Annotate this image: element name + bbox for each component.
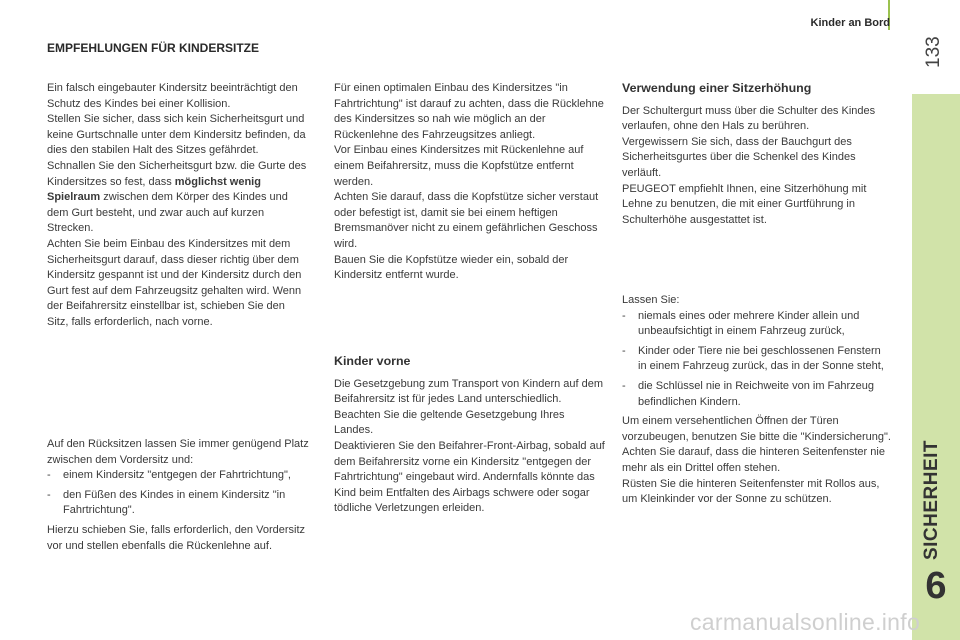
paragraph: Deaktivieren Sie den Beifahrer-Front-Airbag, sobald auf dem Beifahrersitz vorne ein Kindersitz "entgegen der Fahrtrichtung" eingebaut wird. Andernfalls könnte das Kind beim Entfalten des Airbags schwere oder sogar tödliche Verletzungen erleiden. (334, 439, 605, 515)
paragraph: Rüsten Sie die hinteren Seitenfenster mit Rollos aus, um Kleinkinder vor der Sonne zu schützen. (622, 477, 880, 506)
paragraph: Vor Einbau eines Kindersitzes mit Rückenlehne auf einem Beifahrersitz, muss die Kopfstütze entfernt werden. (334, 144, 584, 188)
paragraph: Bauen Sie die Kopfstütze wieder ein, sobald der Kindersitz entfernt wurde. (334, 253, 569, 282)
paragraph: Der Schultergurt muss über die Schulter des Kindes verlaufen, ohne den Hals zu berühren. (622, 104, 876, 133)
list-item: - Kinder oder Tiere nie bei geschlossenen Fenstern in einem Fahrzeug zurück, das in der Sonne steht, (622, 344, 892, 375)
rear-list (47, 468, 312, 519)
never-list (622, 309, 892, 411)
column-3-bottom (622, 293, 892, 508)
paragraph: Ein falsch eingebauter Kindersitz beeinträchtigt den Schutz des Kindes bei einer Kollision. (47, 82, 298, 110)
paragraph: PEUGEOT empfiehlt Ihnen, eine Sitzerhöhung mit Lehne zu benutzen, die mit einer Gurtführung in Schulterhöhe ausgestattet ist. (622, 182, 867, 226)
booster-heading: Verwendung einer Sitzerhöhung (622, 81, 812, 95)
column-2-top (334, 81, 606, 284)
paragraph: Stellen Sie sicher, dass sich kein Sicherheitsgurt und keine Gurtschnalle unter dem Kindersitz befinden, da dies den stabilen Halt des Sitzes gefährdet. (47, 113, 306, 157)
paragraph: Achten Sie beim Einbau des Kindersitzes mit dem Sicherheitsgurt darauf, dass dieser richtig über dem Kindersitz gespannt ist und der Kindersitz durch den Gurt fest auf dem Fahrzeugsitz gehalten wird. Wenn der Beifahrersitz einstellbar ist, schieben Sie den Sitz, falls erforderlich, nach vorne. (47, 237, 302, 328)
paragraph: Für einen optimalen Einbau des Kindersitzes "in Fahrtrichtung" ist darauf zu achten, dass die Rücklehne des Kindersitzes so nah wie möglich an der Rückenlehne des Fahrzeugsitzes anliegt. (334, 82, 604, 141)
paragraph: Schnallen Sie den Sicherheitsgurt bzw. die Gurte des Kindersitzes so fest, dass möglichst wenig Spielraum zwischen dem Körper des Kindes und dem Gurt besteht, und zwar auch auf kurzen Strecken. (47, 159, 307, 235)
paragraph: Hierzu schieben Sie, falls erforderlich, den Vordersitz vor und stellen ebenfalls die Rückenlehne auf. (47, 523, 306, 552)
paragraph: Auf den Rücksitzen lassen Sie immer genügend Platz zwischen dem Vordersitz und: (47, 438, 309, 466)
column-1-top (47, 81, 309, 331)
paragraph: Um einem versehentlichen Öffnen der Türen vorzubeugen, benutzen Sie bitte die "Kindersicherung". (622, 415, 891, 443)
paragraph: Vergewissern Sie sich, dass der Bauchgurt des Sicherheitsgurtes über die Schenkel des Kindes verläuft. (622, 135, 856, 179)
list-item: - niemals eines oder mehrere Kinder allein und unbeaufsichtigt in einem Fahrzeug zurück, (622, 309, 892, 340)
list-item: - den Füßen des Kindes in einem Kindersitz "in Fahrtrichtung". (47, 488, 312, 519)
column-1-bottom (47, 437, 312, 554)
list-item: - die Schlüssel nie in Reichweite von im Fahrzeug befindlichen Kindern. (622, 379, 892, 410)
section-label: SICHERHEIT (921, 439, 942, 561)
main-heading: EMPFEHLUNGEN FÜR KINDERSITZE (47, 41, 260, 55)
list-item: - einem Kindersitz "entgegen der Fahrtrichtung", (47, 468, 312, 484)
front-heading: Kinder vorne (334, 354, 411, 368)
chapter-title: Kinder an Bord (810, 17, 890, 29)
page-number: 133 (923, 36, 944, 68)
watermark: carmanualsonline.info (690, 609, 921, 635)
paragraph: Die Gesetzgebung zum Transport von Kindern auf dem Beifahrersitz ist für jedes Land unterschiedlich. Beachten Sie die geltende Gesetzgebung Ihres Landes. (334, 377, 604, 437)
emphasis: möglichst wenig Spielraum (47, 175, 261, 204)
paragraph: Achten Sie darauf, dass die hinteren Seitenfenster nie mehr als ein Drittel offen stehen. (622, 446, 885, 474)
paragraph: Lassen Sie: (622, 294, 680, 306)
column-2-bottom (334, 354, 606, 517)
section-number: 6 (925, 565, 947, 607)
column-3-top (622, 81, 892, 228)
paragraph: Achten Sie darauf, dass die Kopfstütze sicher verstaut oder befestigt ist, damit sie bei einem heftigen Bremsmanöver nicht zu einem gefährlichen Geschoss wird. (334, 191, 599, 250)
